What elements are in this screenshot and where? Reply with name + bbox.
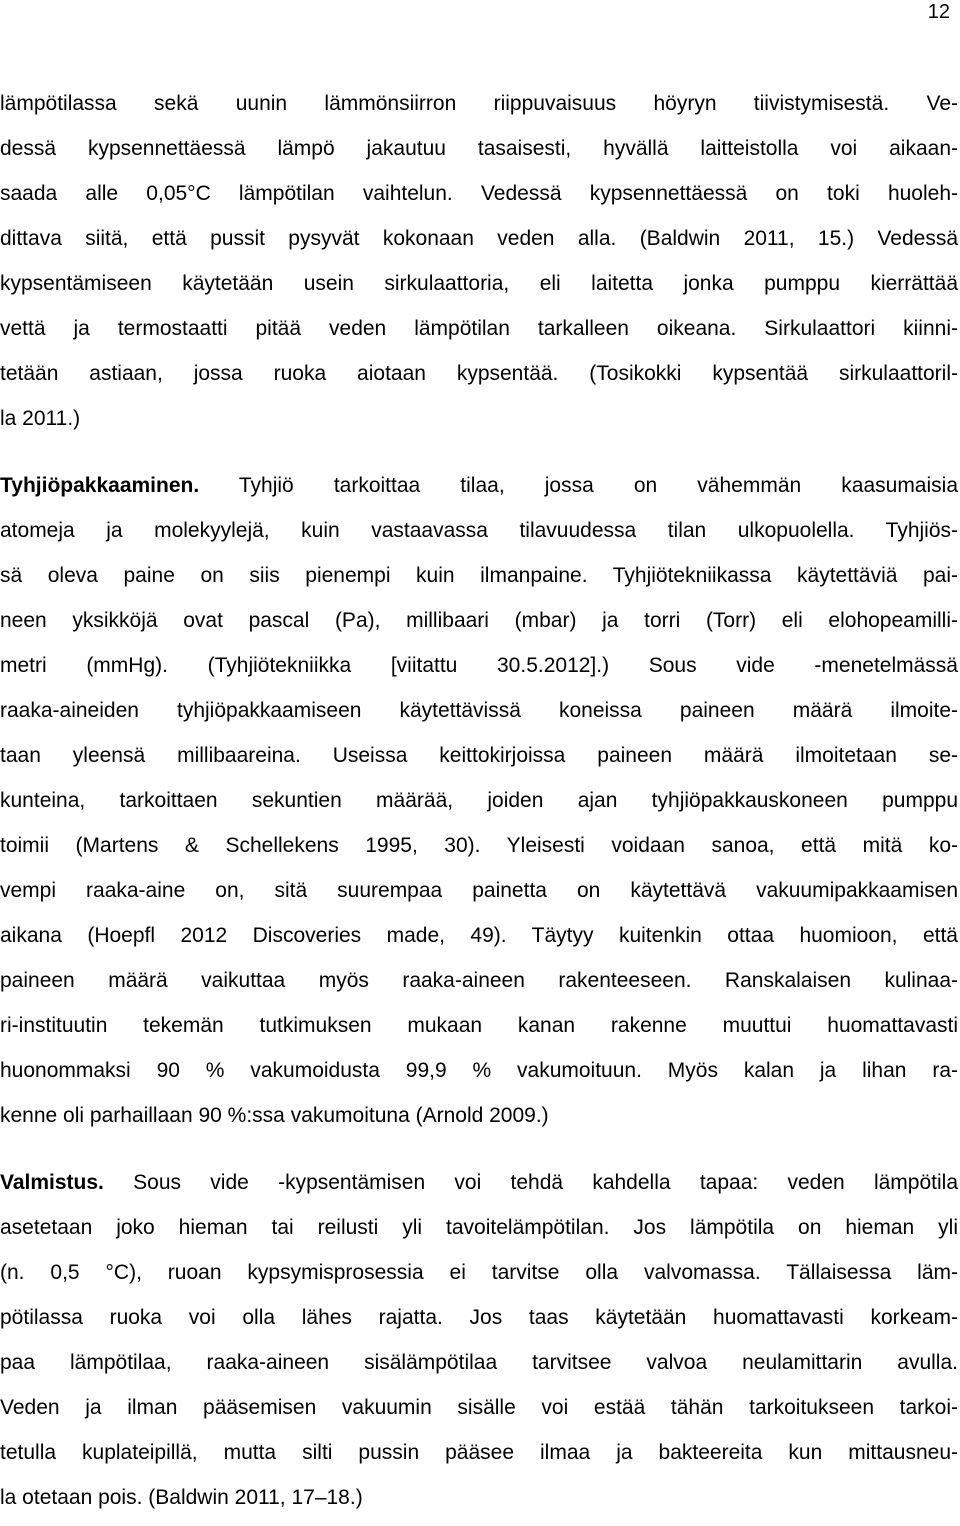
text-line: kenne oli parhaillaan 90 %:ssa vakumoituna (Arnold 2009.): [0, 1104, 549, 1127]
text-line: neen yksikköjä ovat pascal (Pa), millibaari (mbar) ja torri (Torr) eli elohopeamilli-: [0, 609, 958, 632]
text-line: ri-instituutin tekemän tutkimuksen mukaan kanan rakenne muuttui huomattavasti: [0, 1014, 958, 1037]
text-line: [0, 463, 958, 508]
text-line: vettä ja termostaatti pitää veden lämpötilan tarkalleen oikeana. Sirkulaattori kiinni-: [0, 317, 958, 340]
section-heading-vacuum-packing: Tyhjiöpakkaaminen.: [0, 474, 200, 497]
text-line: la 2011.): [0, 407, 81, 430]
text-line: sä oleva paine on siis pienempi kuin ilmanpaine. Tyhjiötekniikassa käytettäviä pai-: [0, 564, 958, 587]
paragraph-preparation: [0, 1160, 958, 1520]
text-line: paineen määrä vaikuttaa myös raaka-aineen rakenteeseen. Ranskalaisen kulinaa-: [0, 969, 958, 992]
document-body: [0, 81, 958, 1520]
text-line: paa lämpötilaa, raaka-aineen sisälämpötilaa tarvitsee valvoa neulamittarin avulla.: [0, 1351, 958, 1374]
text-line: toimii (Martens & Schellekens 1995, 30). Yleisesti voidaan sanoa, että mitä ko-: [0, 834, 958, 857]
text-line: Veden ja ilman pääsemisen vakuumin sisälle voi estää tähän tarkoitukseen tarkoi-: [0, 1396, 958, 1419]
text-line: [0, 1160, 958, 1205]
page-number: 12: [927, 1, 950, 23]
text-line: aikana (Hoepfl 2012 Discoveries made, 49). Täytyy kuitenkin ottaa huomioon, että: [0, 924, 958, 947]
text-line: saada alle 0,05°C lämpötilan vaihtelun. Vedessä kypsennettäessä on toki huoleh-: [0, 182, 958, 205]
text-line: asetetaan joko hieman tai reilusti yli tavoitelämpötilan. Jos lämpötila on hieman yli: [0, 1216, 958, 1239]
text-line: taan yleensä millibaareina. Useissa keittokirjoissa paineen määrä ilmoitetaan se-: [0, 744, 958, 767]
text-line: huonommaksi 90 % vakumoidusta 99,9 % vakumoituun. Myös kalan ja lihan ra-: [0, 1059, 958, 1082]
text-line: lämpötilassa sekä uunin lämmönsiirron riippuvaisuus höyryn tiivistymisestä. Ve-: [0, 92, 958, 115]
text-run: Sous vide -kypsentämisen voi tehdä kahdella tapaa: veden lämpötila: [103, 1171, 958, 1194]
text-line: atomeja ja molekyylejä, kuin vastaavassa tilavuudessa tilan ulkopuolella. Tyhjiös-: [0, 519, 958, 542]
text-run: Tyhjiö tarkoittaa tilaa, jossa on vähemmän kaasumaisia: [199, 474, 958, 497]
text-line: dessä kypsennettäessä lämpö jakautuu tasaisesti, hyvällä laitteistolla voi aikaan-: [0, 137, 958, 160]
text-line: kunteina, tarkoittaen sekuntien määrää, joiden ajan tyhjiöpakkauskoneen pumppu: [0, 789, 958, 812]
text-line: vempi raaka-aine on, sitä suurempaa painetta on käytettävä vakuumipakkaamisen: [0, 879, 958, 902]
paragraph-sous-vide-circulator: [0, 81, 958, 441]
text-line: tetään astiaan, jossa ruoka aiotaan kypsentää. (Tosikokki kypsentää sirkulaattoril-: [0, 362, 958, 385]
text-line: metri (mmHg). (Tyhjiötekniikka [viitattu 30.5.2012].) Sous vide -menetelmässä: [0, 654, 958, 677]
text-line: la otetaan pois. (Baldwin 2011, 17–18.): [0, 1486, 363, 1509]
text-line: (n. 0,5 °C), ruoan kypsymisprosessia ei tarvitse olla valvomassa. Tällaisessa läm-: [0, 1261, 958, 1284]
text-line: kypsentämiseen käytetään usein sirkulaattoria, eli laitetta jonka pumppu kierrättää: [0, 272, 958, 295]
text-line: tetulla kuplateipillä, mutta silti pussin pääsee ilmaa ja bakteereita kun mittausneu-: [0, 1441, 958, 1464]
text-line: dittava siitä, että pussit pysyvät kokonaan veden alla. (Baldwin 2011, 15.) Vedessä: [0, 227, 958, 250]
paragraph-vacuum-packing: [0, 463, 958, 1138]
text-line: raaka-aineiden tyhjiöpakkaamiseen käytettävissä koneissa paineen määrä ilmoite-: [0, 699, 958, 722]
section-heading-preparation: Valmistus.: [0, 1171, 104, 1194]
text-line: pötilassa ruoka voi olla lähes rajatta. Jos taas käytetään huomattavasti korkeam-: [0, 1306, 958, 1329]
